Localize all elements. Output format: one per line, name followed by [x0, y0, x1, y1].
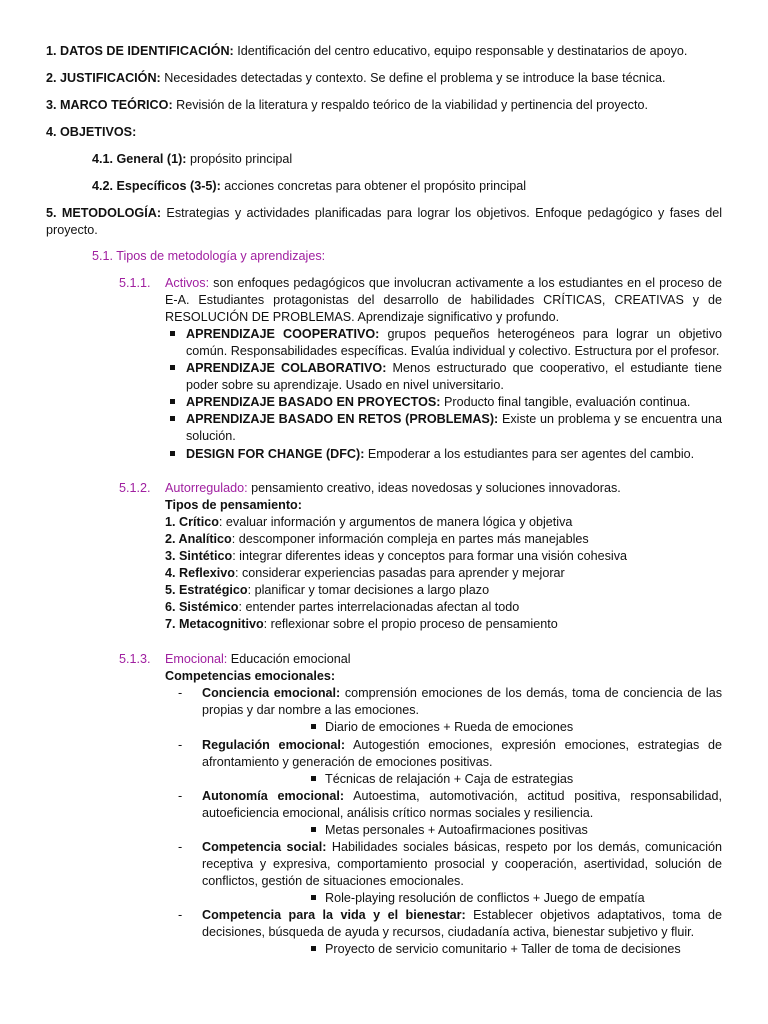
emotional-competences-heading: Competencias emocionales: [165, 669, 336, 683]
bullet-icon [311, 719, 316, 736]
bullet-icon [311, 941, 316, 958]
competence-activity: Metas personales + Autoafirmaciones positivas [325, 823, 588, 837]
section-3: 3. MARCO TEÓRICO: Revisión de la literatura y respaldo teórico de la viabilidad y pertinencia del proyecto. [46, 98, 648, 112]
competence-item: Competencia social: Habilidades sociales básicas, respeto por los demás, comunicación receptiva y expresiva, comportamiento prosocial y cooperación, asertividad, solución de conflictos, gestión de situaciones emocionales. [202, 840, 723, 888]
autorregulado-number: 5.1.2. [119, 481, 151, 495]
bullet-icon [170, 446, 175, 463]
bullet-icon [311, 822, 316, 839]
activos-item: APRENDIZAJE COLABORATIVO: Menos estructurado que cooperativo, el estudiante tiene poder sobre su aprendizaje. Usado en nivel universitario. [186, 361, 722, 392]
bullet-icon [170, 411, 175, 428]
activos-item: APRENDIZAJE BASADO EN PROYECTOS: Producto final tangible, evaluación continua. [186, 395, 691, 409]
competence-activity: Proyecto de servicio comunitario + Taller de toma de decisiones [325, 942, 681, 956]
autorregulado-paragraph: Autorregulado: pensamiento creativo, ideas novedosas y soluciones innovadoras. [165, 481, 621, 495]
activos-number: 5.1.1. [119, 276, 151, 290]
thinking-type: 2. Analítico: descomponer información compleja en partes más manejables [165, 532, 589, 546]
section-5: 5. METODOLOGÍA: Estrategias y actividades planificadas para lograr los objetivos. Enfoque pedagógico y fases del proyecto. [46, 206, 722, 237]
dash-marker: - [178, 908, 183, 922]
objective-general: 4.1. General (1): propósito principal [92, 152, 293, 166]
activos-item: APRENDIZAJE COOPERATIVO: grupos pequeños heterogéneos para lograr un objetivo común. Responsabilidades específicas. Evalúa individual y colectivo. Estructura por el profesor. [186, 327, 722, 358]
emocional-number: 5.1.3. [119, 652, 151, 666]
section-2: 2. JUSTIFICACIÓN: Necesidades detectadas y contexto. Se define el problema y se introduce la base técnica. [46, 71, 666, 85]
objective-specific: 4.2. Específicos (3-5): acciones concretas para obtener el propósito principal [92, 179, 527, 193]
competence-item: Autonomía emocional: Autoestima, automotivación, actitud positiva, responsabilidad, autoeficiencia emocional, análisis crítico normas sociales y resiliencia. [202, 789, 722, 820]
thinking-type: 7. Metacognitivo: reflexionar sobre el propio proceso de pensamiento [165, 617, 558, 631]
bullet-icon [170, 394, 175, 411]
competence-activity: Role-playing resolución de conflictos + Juego de empatía [325, 891, 645, 905]
bullet-icon [170, 326, 175, 343]
thinking-type: 6. Sistémico: entender partes interrelacionadas afectan al todo [165, 600, 520, 614]
thinking-type: 5. Estratégico: planificar y tomar decisiones a largo plazo [165, 583, 490, 597]
methodology-types-heading: 5.1. Tipos de metodología y aprendizajes: [92, 249, 326, 263]
activos-paragraph: Activos: son enfoques pedagógicos que involucran activamente a los estudiantes en el proceso de E-A. Estudiantes protagonistas del desarrollo de habilidades CRÍTICAS, CREATIVAS y de RESOLUCIÓN DE PROBLEMAS. Aprendizaje significativo y profundo. [165, 276, 722, 324]
section-4: 4. OBJETIVOS: [46, 125, 137, 139]
bullet-icon [311, 771, 316, 788]
thinking-types-heading: Tipos de pensamiento: [165, 498, 302, 512]
bullet-icon [170, 360, 175, 377]
thinking-type: 4. Reflexivo: considerar experiencias pasadas para aprender y mejorar [165, 566, 565, 580]
dash-marker: - [178, 789, 183, 803]
activos-item: DESIGN FOR CHANGE (DFC): Empoderar a los estudiantes para ser agentes del cambio. [186, 447, 695, 461]
thinking-type: 1. Crítico: evaluar información y argumentos de manera lógica y objetiva [165, 515, 573, 529]
competence-activity: Técnicas de relajación + Caja de estrategias [325, 772, 574, 786]
dash-marker: - [178, 738, 183, 752]
dash-marker: - [178, 840, 183, 854]
thinking-type: 3. Sintético: integrar diferentes ideas y conceptos para formar una visión cohesiva [165, 549, 628, 563]
competence-item: Regulación emocional: Autogestión emociones, expresión emociones, estrategias de afrontamiento y generación de emociones positivas. [202, 738, 722, 769]
emocional-paragraph: Emocional: Educación emocional [165, 652, 351, 666]
competence-item: Conciencia emocional: comprensión emociones de los demás, toma de conciencia de las propias y dar nombre a las emociones. [202, 686, 722, 717]
section-1: 1. DATOS DE IDENTIFICACIÓN: Identificación del centro educativo, equipo responsable y destinatarios de apoyo. [46, 44, 688, 58]
competence-activity: Diario de emociones + Rueda de emociones [325, 720, 574, 734]
bullet-icon [311, 890, 316, 907]
activos-item: APRENDIZAJE BASADO EN RETOS (PROBLEMAS): Existe un problema y se encuentra una solución. [186, 412, 723, 443]
competence-item: Competencia para la vida y el bienestar: Establecer objetivos adaptativos, toma de decisiones, búsqueda de ayuda y recursos, ciudadanía activa, bienestar subjetivo y fluir. [202, 908, 723, 939]
dash-marker: - [178, 686, 183, 700]
